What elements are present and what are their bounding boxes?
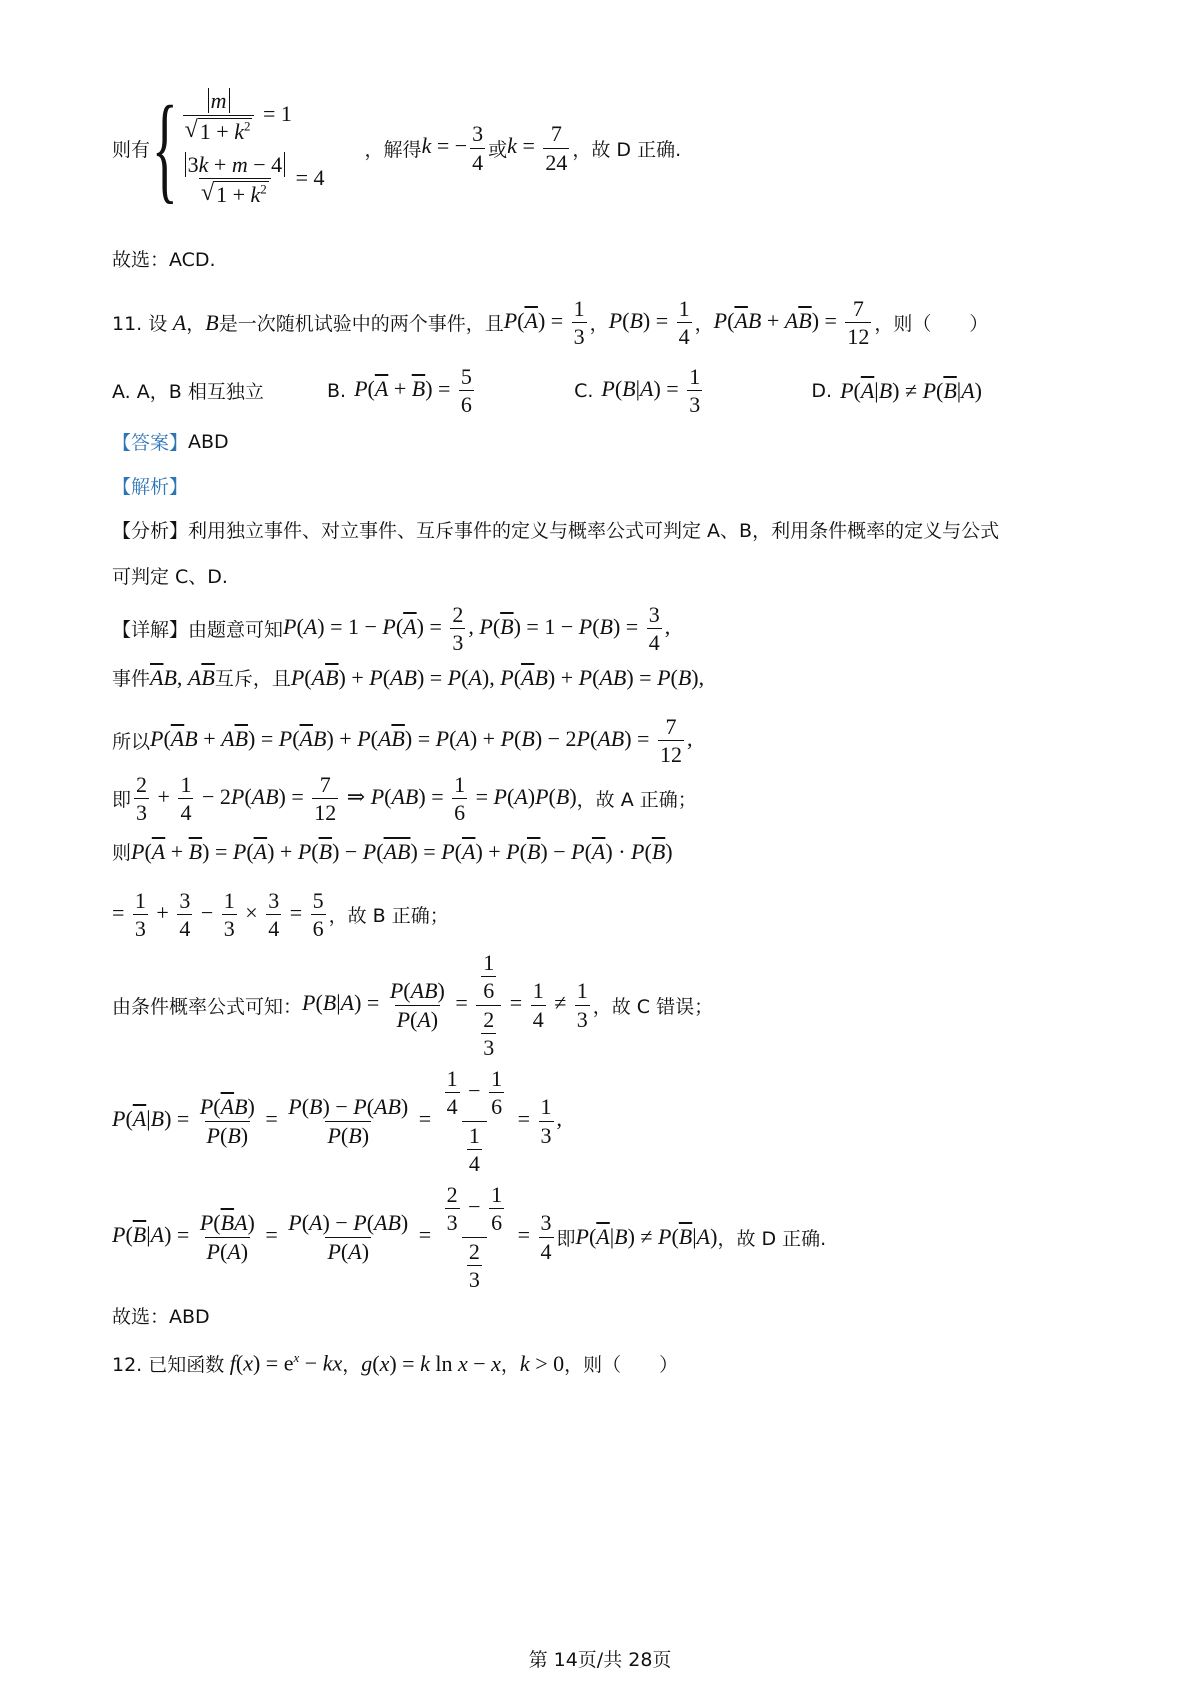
option-d: $P(\overline{A}|B) \ne P(\overline{B}|A)$ [840, 377, 982, 403]
q11-prefix: 11. 设 [112, 313, 168, 336]
or-text: 或 [488, 138, 508, 161]
equation-system [180, 88, 325, 207]
xiangjie-text: 【详解】由题意可知 [112, 619, 284, 642]
choose-abd: 故选：ABD [112, 1306, 210, 1328]
q11-mid: 是一次随机试验中的两个事件，且 [218, 313, 504, 336]
answer-tag: 【答案】 [112, 432, 189, 454]
page-footer: 第 14页/共 28页 [528, 1649, 672, 1671]
q11-given-2: P(B) = $\frac{1}{4}$ [608, 296, 690, 350]
q11-given-1: $P(\overline{A})$ = $\frac{1}{3}$ [503, 296, 585, 350]
solution-line-7: 由条件概率公式可知： P(B|A) = $\frac{P(AB)}{P(A)}$ = $\frac{\frac{1}{6}}{\frac{2}{3}}$ = $\frac{1}{4}$ ≠ $\frac{1}{3}$ ，故 C 错误； [112, 950, 714, 1060]
equation-2: 3k + m − 4 √ $1 + k^2$ = 4 [180, 152, 325, 208]
question-12: 12. 已知函数 $f(x) = e^x$ − kx ， g(x) = k ln x − x ， k > 0 ，则（ ） [112, 1350, 679, 1376]
option-a: A. A，B 相互独立 [112, 381, 264, 404]
answer-line [112, 428, 229, 455]
equation-1: m √ $1 + k^2$ = 1 [184, 88, 292, 144]
option-c-label: C. [574, 379, 594, 402]
solution-line-2: 事件 $\overline{A}B$, $A\overline{B}$ 互斥，且 $P(A\overline{B}) + P(AB) = P(A)$, $P(\overline{A}B) + P(AB) = P(B)$, [112, 664, 705, 690]
q12-g: g(x) = k ln x − x [361, 1350, 501, 1376]
mutex-equations: $P(A\overline{B}) + P(AB) = P(A)$, $P(\overline{A}B) + P(AB) = P(B)$, [290, 664, 705, 690]
equation-system-line [112, 81, 682, 214]
solution-line-8: $P(\overline{A}|B)$ = $\frac{P(\overline{A}B)}{P(B)}$ = $\frac{P(B) - P(AB)}{P(B)}$ = $\frac{1}{4}$ − $\frac{1}{6}$ $\frac{1}{4}$ = $\frac{1}{3}$ , [112, 1066, 562, 1176]
solution-line-3: 所以 $P(\overline{A}B + A\overline{B}) = P(\overline{A}B) + P(A\overline{B}) = P(A) + P(B) - 2P(AB)$ = $\frac{7}{12}$ , [112, 714, 693, 768]
solution-line-6: = $\frac{1}{3}$ + $\frac{3}{4}$ − $\frac{1}{3}$ × $\frac{3}{4}$ = $\frac{5}{6}$ ，故 B 正确； [112, 888, 449, 942]
question-11: 11. 设 A ， B 是一次随机试验中的两个事件，且 $P(\overline{A})$ = $\frac{1}{3}$ ， P(B) = $\frac{1}{4}$ ， $P(\overline{A}B + A\overline{B})$ = $\frac{7}{12}$ ，则（ ） [112, 296, 989, 350]
k-solution-1: k = − $\frac{3}{4}$ [421, 121, 484, 175]
q11-events: A [167, 309, 187, 335]
left-brace: { [151, 81, 178, 214]
answer-value: ABD [188, 430, 229, 453]
choose-acd: 故选：ACD. [112, 249, 216, 271]
solution-line-5: 则 $P(\overline{A} + \overline{B}) = P(\overline{A}) + P(\overline{B}) - P(\overline{AB}) = P(\overline{A}) + P(\overline{B}) - P(\overline{A}) \cdot P(\overline{B})$ [112, 838, 673, 864]
solution-line-4: 即 $\frac{2}{3}$ + $\frac{1}{4}$ − 2P(AB) = $\frac{7}{12}$ ⇒ P(AB) = $\frac{1}{6}$ = P(A)P(B) ，故 A 正确； [112, 772, 697, 826]
cond-text: 由条件概率公式可知： [112, 995, 303, 1018]
a-correct-text: ，故 A 正确； [576, 789, 697, 812]
q12-k: k > 0 [519, 1350, 565, 1376]
solution-line-9: $P(\overline{B}|A)$ = $\frac{P(\overline{B}A)}{P(A)}$ = $\frac{P(A) - P(AB)}{P(A)}$ = $\frac{2}{3}$ − $\frac{1}{6}$ $\frac{2}{3}$ = $\frac{3}{4}$ 即 $P(\overline{A}|B) \ne P(\overline{B}|A)$ ，故 D 正确. [112, 1182, 827, 1292]
k-solution-2: k = $\frac{7}{24}$ [507, 121, 568, 175]
event-text: 事件 [112, 668, 151, 690]
ze-text: 则 [112, 842, 132, 864]
fenxi-line-2: 可判定 C、D. [112, 566, 228, 588]
ji2-text: 即 [556, 1227, 576, 1250]
d-correct-text-2: ，故 D 正确. [717, 1227, 827, 1250]
fenxi-line-1: 【分析】利用独立事件、对立事件、互斥事件的定义与概率公式可判定 A、B，利用条件概率的定义与公式 [112, 520, 1000, 542]
solve-text: ，解得 [364, 138, 422, 161]
q11-options [112, 364, 982, 418]
d-correct-text-1: ，故 D 正确. [572, 138, 682, 161]
b-correct-text: ，故 B 正确； [328, 905, 449, 928]
c-wrong-text: ，故 C 错误； [592, 995, 714, 1018]
option-d-label: D. [811, 379, 833, 402]
then-have-text: 则有 [112, 138, 151, 161]
q12-prefix: 12. 已知函数 [112, 1354, 225, 1376]
ji-text: 即 [112, 789, 132, 812]
option-b: $P(\overline{A} + \overline{B})$ = $\frac{5}{6}$ [354, 364, 472, 418]
q11-given-3: $P(\overline{A}B + A\overline{B})$ = $\frac{7}{12}$ [713, 296, 870, 350]
q12-then: ，则（ ） [564, 1354, 679, 1376]
p-a-calc: $P(A) = 1 - P(\overline{A})$ = $\frac{2}{3}$ , $P(\overline{B}) = 1 - P(B)$ = $\frac{3}{4}$ , [283, 602, 671, 656]
so-text: 所以 [112, 731, 151, 754]
option-b-label: B. [327, 379, 347, 402]
q12-f: $f(x) = e^x$ − kx [229, 1350, 343, 1376]
solution-line-1 [112, 602, 670, 656]
option-c: P(B|A) = $\frac{1}{3}$ [601, 364, 701, 418]
q11-then: ，则（ ） [874, 313, 989, 336]
analysis-tag: 【解析】 [112, 476, 189, 498]
mutex-text: 互斥，且 [214, 668, 291, 690]
